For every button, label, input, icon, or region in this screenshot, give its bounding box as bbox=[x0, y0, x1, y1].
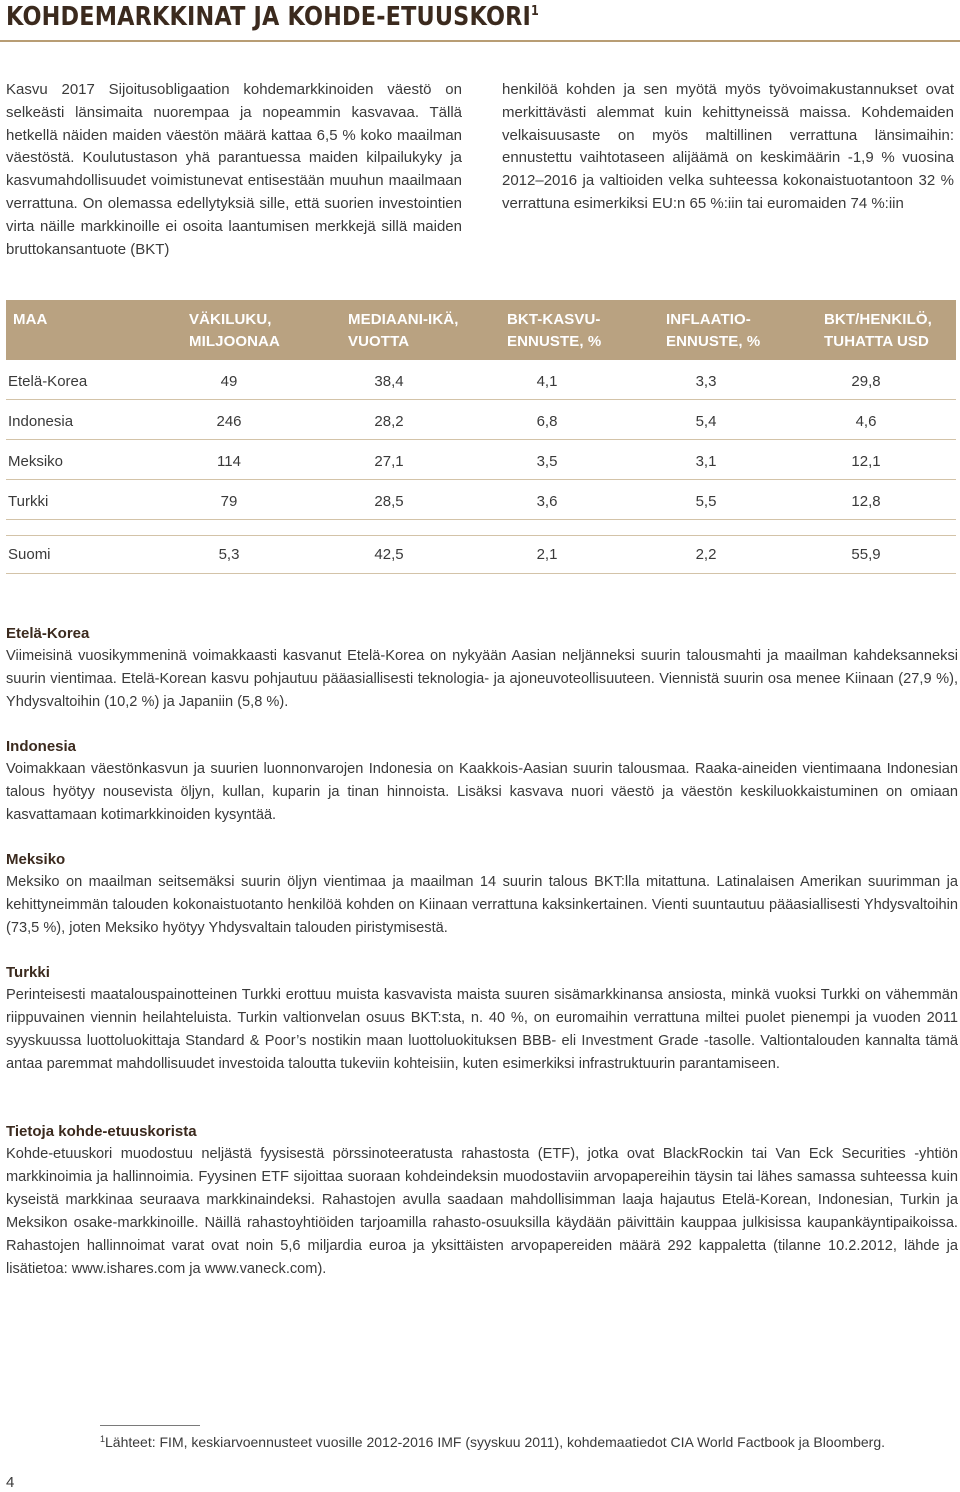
section-heading: Turkki bbox=[6, 964, 50, 981]
cell-gdp-growth: 4,1 bbox=[536, 373, 558, 390]
row-divider bbox=[6, 479, 956, 480]
table-header bbox=[6, 300, 956, 360]
header-country: MAA bbox=[13, 311, 48, 328]
section-basket-info bbox=[6, 1120, 958, 1281]
cell-median-age: 42,5 bbox=[374, 546, 404, 563]
cell-median-age: 27,1 bbox=[374, 453, 404, 470]
cell-country: Meksiko bbox=[8, 453, 64, 470]
cell-inflation: 3,1 bbox=[695, 453, 717, 470]
cell-gdp-capita: 4,6 bbox=[855, 413, 877, 430]
header-gdp-growth: BKT-KASVU- ENNUSTE, % bbox=[507, 311, 602, 350]
section-body: Perinteisesti maatalouspainotteinen Turkki erottuu muista kasvavista maista suuren sisämarkkinansa ansiosta, minkä vuoksi Turkki on vähemmän riippuvainen viennin heilahteluista. Turkin valtionvelan osuus BKT:sta, n. 40 %, on euromaihin verrattuna miltei puolet pienempi ja vuoden 2011 syyskuussa luottoluokittaja Standard & Poor’s nostikin maan luottoluokituksen BBB- eli Investment Grade -tasolle. Valtiontalouden kannalta tämä antaa paremmat mahdollisuudet investoida taloutta tukeviin kohteisiin, kuten esimerkiksi infrastruktuurin parantamiseen. bbox=[6, 987, 958, 1072]
section-south-korea bbox=[6, 622, 958, 714]
table-row bbox=[6, 482, 956, 518]
cell-gdp-growth: 6,8 bbox=[536, 413, 558, 430]
page-number: 4 bbox=[6, 1474, 15, 1491]
section-body: Viimeisinä vuosikymmeninä voimakkaasti kasvanut Etelä-Korea on nykyään Aasian neljänneksi suurin talousmahti ja maailman kahdeksanneksi suurin vientimaa. Etelä-Korean kasvu pohjautuu pääasiallisesti teknologia- ja ajoneuvoteollisuuteen. Viennistä suurin osa menee Kiinaan (27,9 %), Yhdysvaltoihin (10,2 %) ja Japaniin (5,8 %). bbox=[6, 648, 958, 710]
header-population: VÄKILUKU, MILJOONAA bbox=[189, 311, 280, 350]
table-row bbox=[6, 442, 956, 478]
section-heading: Meksiko bbox=[6, 851, 66, 868]
section-body: Meksiko on maailman seitsemäksi suurin öljyn vientimaa ja maailman 14 suurin talous BKT:lla mitattuna. Latinalaisen Amerikan suurimman ja kehittyneimmän talouden kokonaistuotanto henkilöä kohden on Kiinaan verrattuna kaksinkertainen. Vienti suuntautuu pääasiallisesti Yhdysvaltoihin (73,5 %), joten Meksiko hyötyy Yhdysvaltain talouden piristymisestä. bbox=[6, 874, 958, 936]
cell-population: 49 bbox=[220, 373, 238, 390]
summary-row bbox=[6, 535, 956, 571]
cell-country: Turkki bbox=[8, 493, 49, 510]
cell-gdp-capita: 12,8 bbox=[851, 493, 881, 510]
cell-inflation: 2,2 bbox=[695, 546, 717, 563]
cell-gdp-capita: 55,9 bbox=[851, 546, 881, 563]
cell-population: 246 bbox=[216, 413, 242, 430]
section-heading: Tietoja kohde-etuuskorista bbox=[6, 1123, 197, 1140]
footnote-divider bbox=[100, 1425, 200, 1426]
section-body: Voimakkaan väestönkasvun ja suurien luonnonvarojen Indonesia on Kaakkois-Aasian suurin talousmaa. Raaka-aineiden vientimaana Indonesian talous hyötyy nousevista öljyn, kullan, kuparin ja tinan hinnoista. Lisäksi kasvava nuori väestö ja väestön keskiluokkaistuminen on omiaan kasvattamaan kotimarkkinoiden kysyntää. bbox=[6, 761, 958, 823]
title-divider bbox=[0, 40, 960, 42]
cell-median-age: 28,5 bbox=[374, 493, 404, 510]
cell-gdp-capita: 12,1 bbox=[851, 453, 881, 470]
header-gdp-capita: BKT/HENKILÖ, TUHATTA USD bbox=[824, 311, 932, 350]
cell-median-age: 38,4 bbox=[374, 373, 404, 390]
cell-gdp-growth: 3,5 bbox=[536, 453, 558, 470]
section-turkey bbox=[6, 961, 958, 1076]
cell-country: Etelä-Korea bbox=[8, 373, 88, 390]
cell-inflation: 5,4 bbox=[695, 413, 717, 430]
cell-inflation: 5,5 bbox=[695, 493, 717, 510]
page-title: KOHDEMARKKINAT JA KOHDE-ETUUSKORI$^1$ bbox=[6, 2, 539, 32]
row-divider bbox=[6, 573, 956, 574]
row-divider bbox=[6, 399, 956, 400]
header-median-age: MEDIAANI-IKÄ, VUOTTA bbox=[348, 311, 459, 350]
section-indonesia bbox=[6, 735, 958, 827]
row-divider bbox=[6, 439, 956, 440]
table-row bbox=[6, 402, 956, 438]
footnote: $^1$Lähteet: FIM, keskiarvoennusteet vuosille 2012-2016 IMF (syyskuu 2011), kohdemaatiedot CIA World Factbook ja Bloomberg. bbox=[100, 1434, 886, 1450]
cell-country: Indonesia bbox=[8, 413, 74, 430]
section-body: Kohde-etuuskori muodostuu neljästä fyysisestä pörssinoteeratusta rahastosta (ETF), jotka ovat BlackRockin tai Van Eck Securities -yhtiön markkinoimia ja hallinnoimia. Fyysinen ETF sijoittaa suoraan kohdeindeksin muodostaviin arvopapereihin täysin tai lähes samassa suhteessa kuin kyseistä markkinaa seuraava markkinaindeksi. Rahastojen avulla saadaan mahdollisimman laaja hajautus Etelä-Korean, Indonesian, Turkin ja Meksikon osake-markkinoille. Näillä rahastoyhtiöiden tarjoamilla rahasto-osuuksilla käydään päivittäin kauppaa julkisissa kaupankäyntipaikoissa. Rahastojen hallinnoimat varat ovat noin 5,6 miljardia euroa ja yksittäisten arvopapereiden määrä 292 kappaletta (tilanne 10.2.2012, lähde ja lisätietoa: www.ishares.com ja www.vaneck.com). bbox=[6, 1146, 958, 1277]
header-inflation: INFLAATIO- ENNUSTE, % bbox=[666, 311, 761, 350]
cell-population: 5,3 bbox=[218, 546, 240, 563]
cell-gdp-growth: 2,1 bbox=[536, 546, 558, 563]
table-row bbox=[6, 362, 956, 398]
cell-country: Suomi bbox=[8, 546, 51, 563]
intro-column-left: Kasvu 2017 Sijoitusobligaation kohdemarkkinoiden väestö on selkeästi länsimaita nuorempaa ja nopeammin kasvavaa. Tällä hetkellä näiden maiden väestön määrä kattaa 6,5 % koko maailman väestöstä. Koulutustason yhä parantuessa maiden kilpailukyky ja kasvumahdollisuudet voimistunevat entisestään muuhun maailmaan verrattuna. On olemassa edellytyksiä sille, että suorien investointien virta näille markkinoille ei osoita laantumisen merkkejä sillä maiden bruttokansantuote (BKT) bbox=[6, 81, 462, 258]
section-mexico bbox=[6, 848, 958, 940]
cell-gdp-growth: 3,6 bbox=[536, 493, 558, 510]
cell-inflation: 3,3 bbox=[695, 373, 717, 390]
cell-population: 79 bbox=[220, 493, 238, 510]
section-heading: Indonesia bbox=[6, 738, 77, 755]
section-heading: Etelä-Korea bbox=[6, 625, 90, 642]
intro-column-right: henkilöä kohden ja sen myötä myös työvoimakustannukset ovat merkittävästi alemmat kuin kehittyneissä maissa. Kohdemaiden velkaisuusaste on myös maltillinen verrattuna länsimaihin: ennustettu vaihtotaseen alijäämä on keskimäärin -1,9 % vuosina 2012–2016 ja valtioiden velka suhteessa kokonaistuotantoon 32 % verrattuna esimerkiksi EU:n 65 %:iin tai euromaiden 74 %:iin bbox=[502, 81, 954, 212]
row-divider bbox=[6, 519, 956, 520]
cell-population: 114 bbox=[217, 453, 241, 470]
cell-gdp-capita: 29,8 bbox=[851, 373, 881, 390]
cell-median-age: 28,2 bbox=[374, 413, 404, 430]
